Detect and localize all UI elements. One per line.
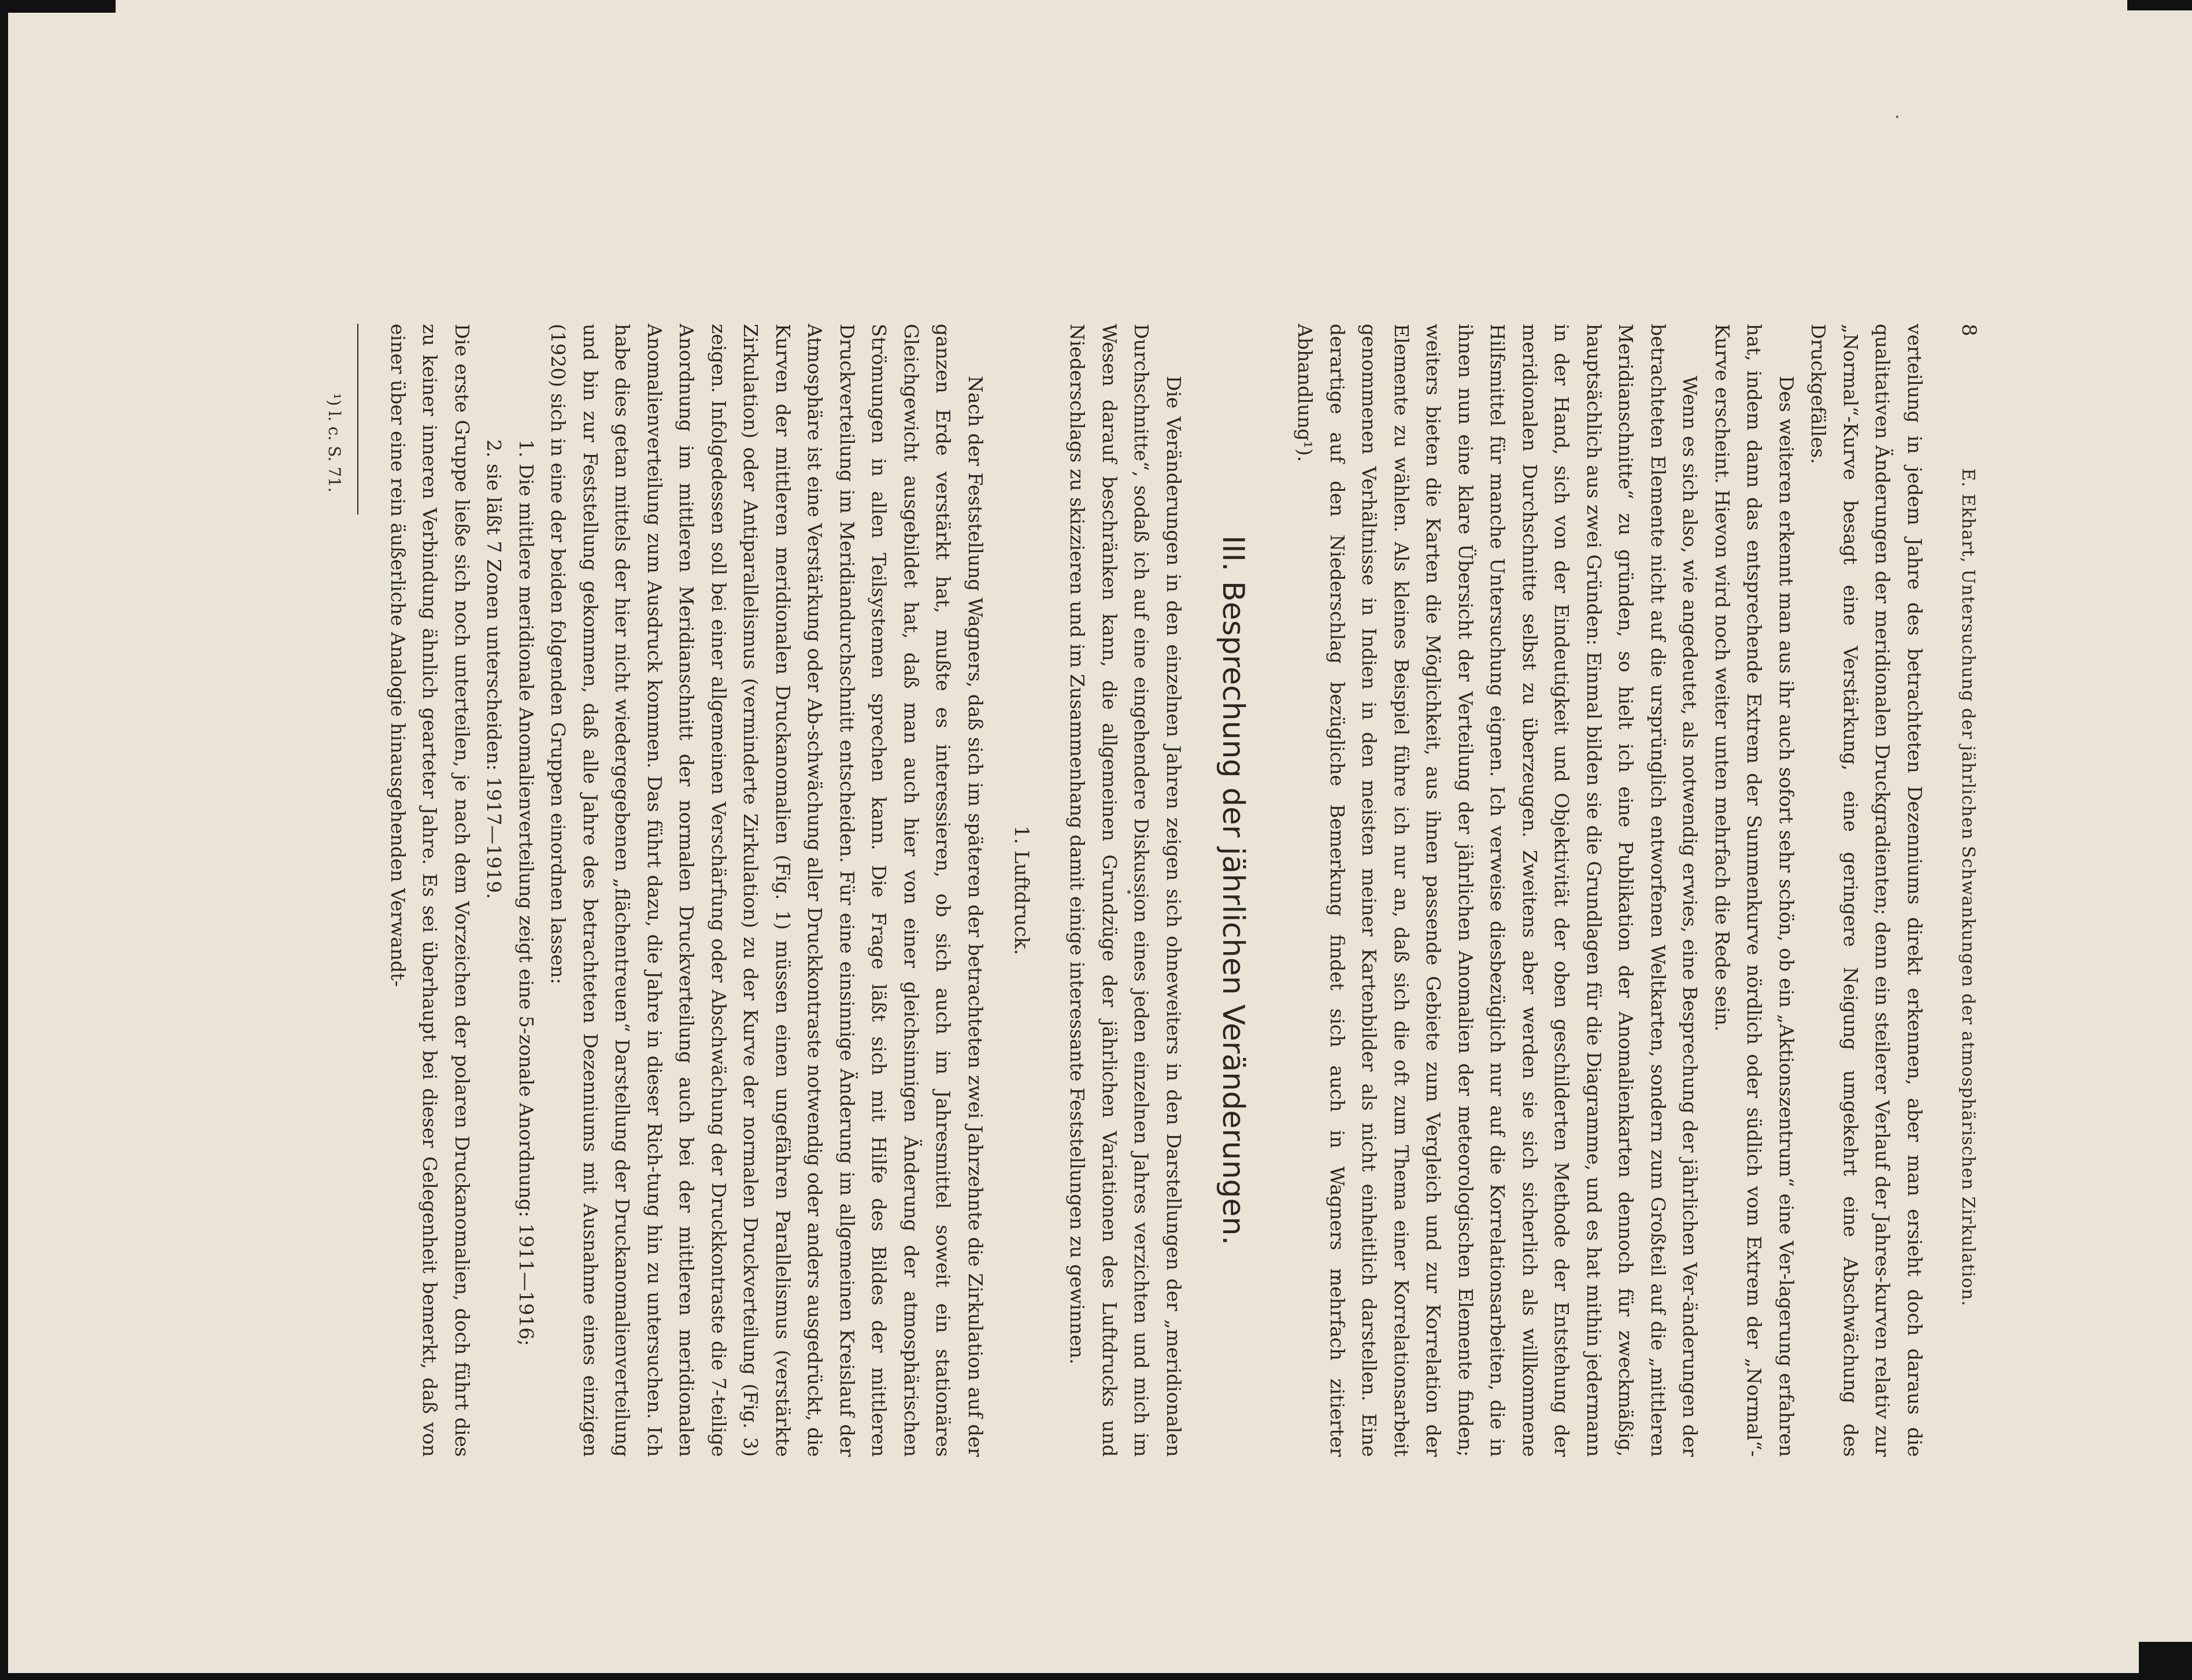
running-title: E. Ekhart, Untersuchung der jährlichen Schwankungen der atmosphärischen Zirkulation. — [1958, 468, 1978, 1307]
paragraph: verteilung in jedem Jahre des betrachteten Dezenniums direkt erkennen, aber man ersieht doch daraus die qualitativen Änderungen der meridionalen Druckgradienten; denn ein steilerer Verlauf der Jahres-kurven relativ zur „Normal“-Kurve besagt eine Verstärkung, eine geringere Neigung umgekehrt eine Abschwächung des Druckgefälles. — [1807, 324, 1926, 1457]
footnote-rule — [358, 324, 359, 515]
scan-edge-top-left — [0, 0, 116, 13]
scan-edge-top-right — [2127, 0, 2192, 10]
scan-edge-bottom — [0, 1673, 2192, 1680]
footnote: ¹) l. c. S. 71. — [325, 393, 345, 493]
section-heading: III. Besprechung der jährlichen Veränderungen. — [1216, 535, 1250, 1246]
closing-paragraph: Die erste Gruppe ließe sich noch unterteilen, je nach dem Vorzeichen der polaren Druckanomalien, doch führt dies zu keiner inneren Verbindung ähnlich gearteter Jahre. Es sei überhaupt bei dieser Gelegenheit bemerkt, daß von einer über eine rein äußerliche Analogie hinausgehenden Verwandt- — [387, 324, 473, 1457]
scan-edge-bottom-right — [2139, 1642, 2192, 1680]
page-number: 8 — [1957, 324, 1980, 336]
page-body — [323, 324, 1931, 1457]
group-list — [478, 324, 542, 1457]
luftdruck-paragraph: Nach der Feststellung Wagners, daß sich im späteren der betrachteten zwei Jahrzehnte die Zirkulation auf der ganzen Erde verstärkt hat, mußte es interessieren, ob sich auch im Jahresmittel soweit ein stationäres Gleichgewicht ausgebildet hat, daß man auch hier von einer gleichsinnigen Änderung der atmosphärischen Strömungen in allen Teilsystemen sprechen kann. Die Frage läßt sich mit Hilfe des Bildes der mittleren Druckverteilung im Meridiandurchschnitt entscheiden. Für eine einsinnige Änderung im allgemeinen Kreislauf der Atmosphäre ist eine Verstärkung oder Ab-schwächung aller Druckkontraste notwendig oder anders ausgedrückt, die Kurven der mittleren meridionalen Druckanomalien (Fig. 1) müssen einen ungefähren Parallelismus (verstärkte Zirkulation) oder Antiparallelismus (verminderte Zirkulation) zu der Kurve der normalen Druckverteilung (Fig. 3) zeigen. Infolgedessen soll bei einer allgemeinen Verschärfung oder Abschwächung der Druckkontraste die 7-teilige Anordnung im mittleren Meridianschnitt der normalen Druckverteilung auch bei der mittleren meridionalen Anomalienverteilung zum Ausdruck kommen. Das führt dazu, die Jahre in dieser Rich-tung hin zu untersuchen. Ich habe dies getan mittels der hier nicht wiedergegebenen „flächentreuen“ Darstellung der Druckanomalienverteilung und bin zur Feststellung gekommen, daß alle Jahre des betrachteten Dezenniums mit Ausnahme eines einzigen (1920) sich in eine der beiden folgenden Gruppen einordnen lassen: — [547, 324, 987, 1457]
paragraph: Wenn es sich also, wie angedeutet, als notwendig erwies, eine Besprechung der jährlichen Ver-änderungen der betrachteten Elemente nicht auf die ursprünglich entworfenen Weltkarten, sondern zum Großteil auf die „mittleren Meridianschnitte“ zu gründen, so hielt ich eine Publikation der Anomalienkarten dennoch für zweckmäßig, hauptsächlich aus zwei Gründen: Einmal bilden sie die Grundlagen für die Diagramme, und es hat mithin jedermann in der Hand, sich von der Eindeutigkeit und Objektivität der oben geschilderten Methode der Entstehung der meridionalen Durchschnitte selbst zu überzeugen. Zweitens aber werden sie sich sicherlich als willkommene Hilfsmittel für manche Untersuchung eignen. Ich verweise diesbezüglich nur auf die Korrelationsarbeiten, die in ihnen nun eine klare Übersicht der Verteilung der jährlichen Anomalien der meteorologischen Elemente finden; weiters bieten die Karten die Möglichkeit, aus ihnen passende Gebiete zum Vergleich und zur Korrelation der Elemente zu wählen. Als kleines Beispiel führe ich nur an, daß sich die oft zum Thema einer Korrelationsarbeit genommenen Verhältnisse in Indien in den meisten meiner Kartenbilder als nicht einheitlich darstellen. Eine derartige auf den Niederschlag bezügliche Bemerkung findet sich auch in Wagners mehrfach zitierter Abhandlung¹). — [1294, 324, 1702, 1457]
scan-edge-left — [0, 0, 8, 1680]
section-intro-paragraph: Die Veränderungen in den einzelnen Jahren zeigen sich ohneweiters in den Darstellungen der „meridionalen Durchschnitte“, sodaß ich auf eine eingehendere Diskussion eines jeden einzelnen Jahres verzichten und mich im Wesen darauf beschränken kann, die allgemeinen Grundzüge der jährlichen Variationen des Luftdrucks und Niederschlags zu skizzieren und im Zusammenhang damit einige interessante Feststellungen zu gewinnen. — [1066, 324, 1185, 1457]
rotated-document-page — [325, 324, 1983, 1457]
subheading: 1. Luftdruck. — [1010, 825, 1033, 956]
paper-speck — [1896, 116, 1898, 118]
list-item: 1. Die mittlere meridionale Anomalienverteilung zeigt eine 5-zonale Anordnung: 1911—1916; — [515, 439, 538, 1346]
page-header — [1948, 324, 1983, 1457]
paragraph: Des weiteren erkennt man aus ihr auch sofort sehr schön, ob ein „Aktionszentrum“ eine Ver-lagerung erfahren hat, indem dann das entsprechende Extrem der Summenkurve nördlich oder südlich vom Extrem der „Normal“-Kurve erscheint. Hievon wird noch weiter unten mehrfach die Rede sein. — [1711, 324, 1798, 1457]
list-item: 2. sie läßt 7 Zonen unterscheiden: 1917—1919. — [483, 439, 506, 900]
